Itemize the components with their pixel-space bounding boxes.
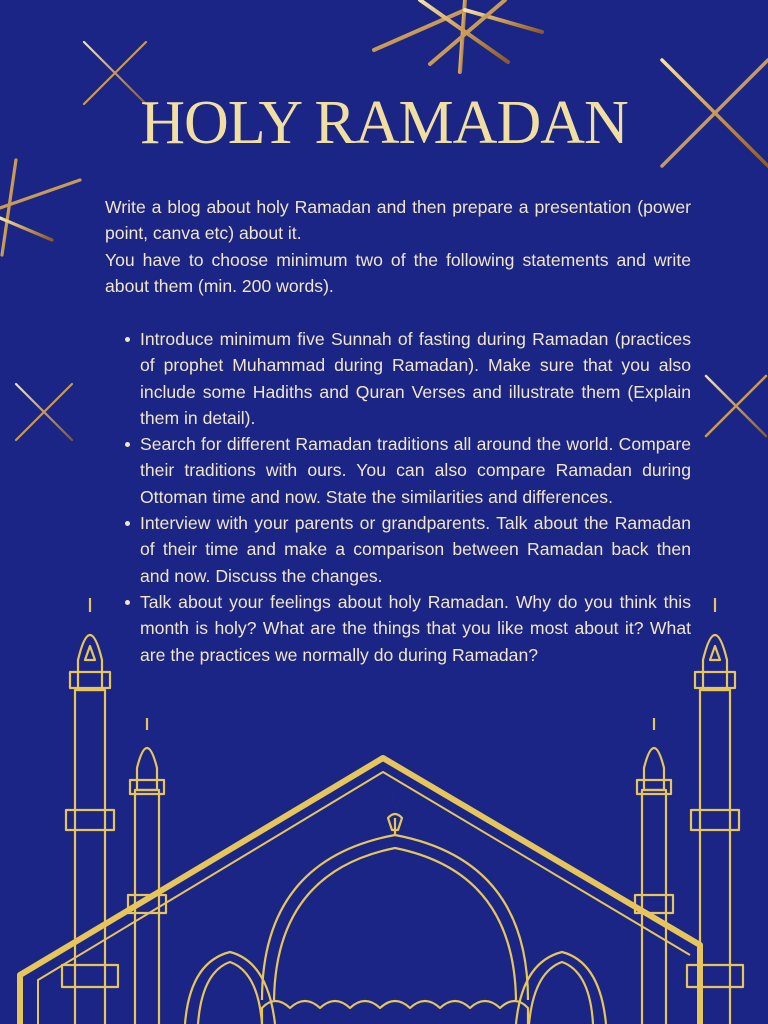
list-item: Interview with your parents or grandparents. Talk about the Ramadan of their time and make a comparison between Ramadan back then and now. Discuss the changes.	[122, 510, 691, 589]
intro-paragraph: You have to choose minimum two of the following statements and write about them (min. 200 words).	[105, 249, 691, 296]
intro-paragraph: Write a blog about holy Ramadan and then prepare a presentation (power point, canva etc) about it.	[105, 197, 691, 244]
sparkle-star-icon	[374, 0, 542, 72]
task-list	[122, 326, 691, 668]
sparkle-star-icon	[0, 160, 80, 255]
page-title: HOLY RAMADAN	[140, 89, 628, 157]
assignment-intro	[105, 194, 691, 299]
list-item: Introduce minimum five Sunnah of fasting during Ramadan (practices of prophet Muhammad during Ramadan). Make sure that you also include some Hadiths and Quran Verses and illustrate them (Explain them in detail).	[122, 326, 691, 431]
sparkle-star-icon	[686, 362, 768, 448]
list-item: Talk about your feelings about holy Ramadan. Why do you think this month is holy? What are the things that you like most about it? What are the practices we normally do during Ramadan?	[122, 589, 691, 668]
crescent-moon-icon	[393, 788, 412, 810]
sparkle-star-icon	[0, 372, 90, 452]
list-item: Search for different Ramadan traditions all around the world. Compare their traditions with ours. You can also compare Ramadan during Ottoman time and now. State the similarities and differences.	[122, 431, 691, 510]
